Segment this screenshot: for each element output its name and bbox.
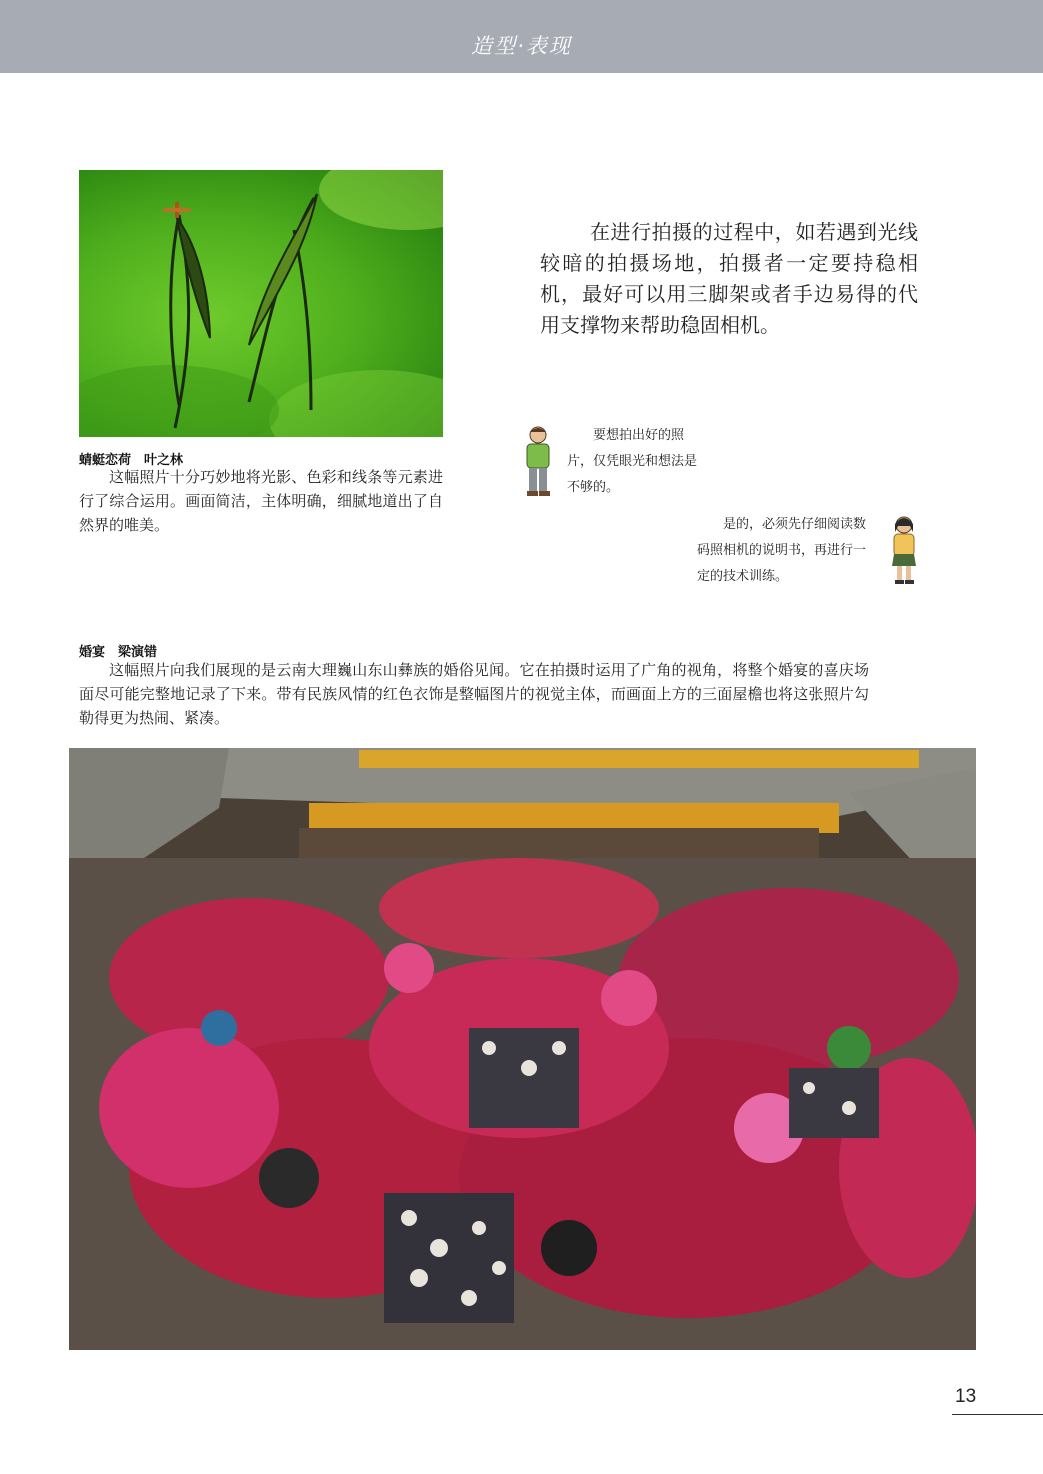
wedding-banquet-photo [69, 748, 976, 1350]
boy-illustration [518, 424, 558, 499]
page-number: 13 [955, 1386, 977, 1407]
photo2-caption-text: 这幅照片向我们展现的是云南大理巍山东山彝族的婚俗见闻。它在拍摄时运用了广角的视角，将整个婚宴的喜庆场面尽可能完整地记录了下来。带有民族风情的红色衣饰是整幅图片的视觉主体，而画面上方的三面屋檐也将这张照片勾勒得更为热闹、紧凑。 [79, 661, 869, 727]
photo1-caption-title: 蜻蜓恋荷 叶之林 [79, 453, 184, 468]
intro-paragraph: 在进行拍摄的过程中，如若遇到光线较暗的拍摄场地，拍摄者一定要持稳相机，最好可以用三脚架或者手边易得的代用支撑物来帮助稳固相机。 [540, 220, 918, 337]
photo2-caption-title: 婚宴 梁演错 [79, 645, 158, 660]
photo1-caption-text: 这幅照片十分巧妙地将光影、色彩和线条等元素进行了综合运用。画面简洁，主体明确，细腻地道出了自然界的唯美。 [79, 468, 443, 534]
page-number-rule [952, 1414, 1043, 1415]
girl-speech-text: 是的，必须先仔细阅读数码照相机的说明书，再进行一定的技术训练。 [697, 517, 867, 584]
boy-speech-text: 要想拍出好的照片，仅凭眼光和想法是不够的。 [567, 428, 698, 495]
girl-illustration [885, 514, 923, 586]
dragonfly-lotus-photo [79, 170, 443, 437]
section-title: 造型·表现 [471, 34, 572, 58]
